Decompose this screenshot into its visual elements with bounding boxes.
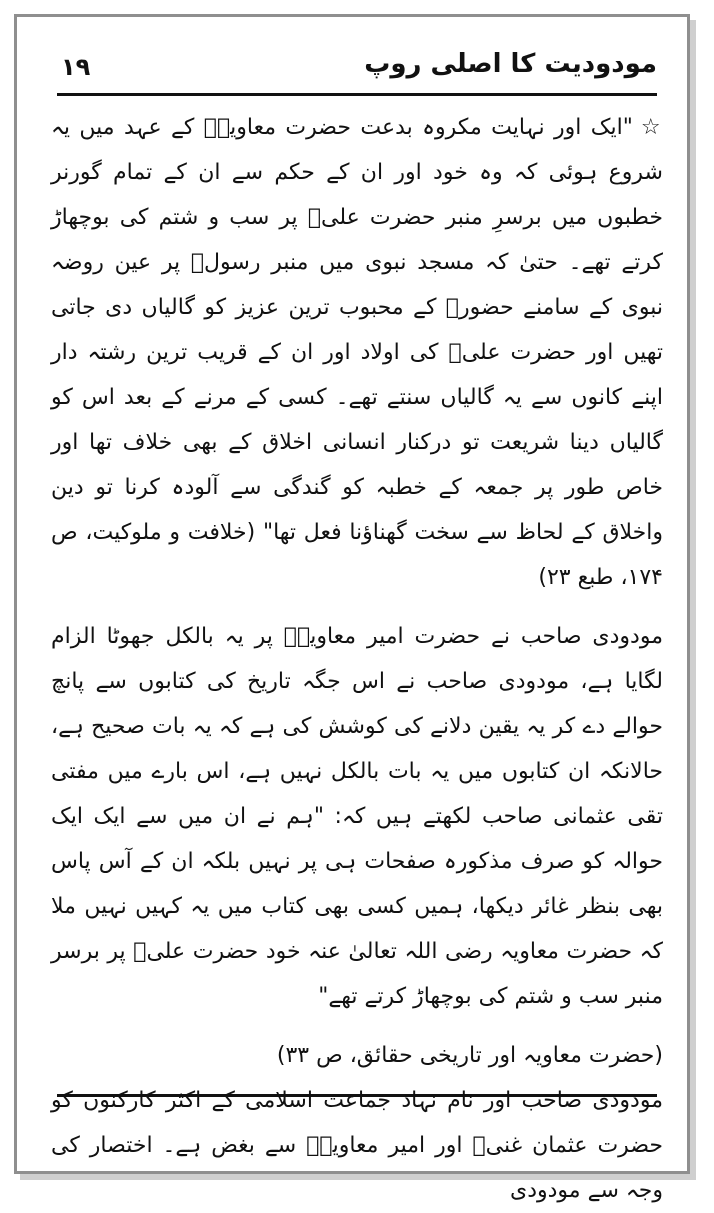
book-page bbox=[14, 14, 690, 1203]
paragraph-citation bbox=[51, 1033, 663, 1078]
running-title: مودودیت کا اصلی روپ bbox=[364, 49, 657, 79]
paragraph-rebuttal bbox=[51, 614, 663, 1019]
paragraph-text: مودودی صاحب نے حضرت امیر معاویہؓ پر یہ بالکل جھوٹا الزام لگایا ہے، مودودی صاحب نے اس جگہ تاریخ کی کتابوں سے پانچ حوالے دے کر یہ یقین دلانے کی کوشش کی ہے کہ یہ بات صحیح ہے، حالانکہ ان کتابوں میں یہ بات بالکل نہیں ہے، اس بارے میں مفتی تقی عثمانی صاحب لکھتے ہیں کہ: "ہم نے ان میں سے ایک ایک حوالہ کو صرف مذکورہ صفحات ہی پر نہیں بلکہ ان کے آس پاس بھی بنظر غائر دیکھا، ہمیں کسی بھی کتاب میں یہ کہیں نہیں ملا کہ حضرت معاویہ رضی اللہ تعالیٰ عنہ خود حضرت علیؓ پر برسر منبر سب و شتم کی بوچھاڑ کرتے تھے" bbox=[51, 624, 663, 1009]
paragraph-text: مودودی صاحب اور نام نہاد جماعت اسلامی کے اکثر کارکنوں کو حضرت عثمان غنیؓ اور امیر معاویہؓ سے بغض ہے۔ اختصار کی وجہ سے مودودی bbox=[51, 1088, 663, 1203]
star-marker: ☆ bbox=[640, 115, 663, 140]
page-body bbox=[51, 105, 663, 1213]
page-header bbox=[57, 47, 657, 96]
page-number: ١٩ bbox=[61, 53, 91, 81]
paragraph-quote bbox=[51, 105, 663, 600]
footer-rule bbox=[57, 1094, 657, 1097]
paragraph-text: "ایک اور نہایت مکروہ بدعت حضرت معاویہؓ کے عہد میں یہ شروع ہوئی کہ وہ خود اور ان کے حکم سے ان کے تمام گورنر خطبوں میں برسرِ منبر حضرت علیؓ پر سب و شتم کی بوچھاڑ کرتے تھے۔ حتیٰ کہ مسجد نبوی میں منبر رسولؐ پر عین روضہ نبوی کے سامنے حضورؐ کے محبوب ترین عزیز کو گالیاں دی جاتی تھیں اور حضرت علیؓ کی اولاد اور ان کے قریب ترین رشتہ دار اپنے کانوں سے یہ گالیاں سنتے تھے۔ کسی کے مرنے کے بعد اس کو گالیاں دینا شریعت تو درکنار انسانی اخلاق کے بھی خلاف تھا اور خاص طور پر جمعہ کے خطبہ کو گندگی سے آلودہ کرنا تو دین واخلاق کے لحاظ سے سخت گھناؤنا فعل تھا" (خلافت و ملوکیت، ص ۱۷۴، طبع ۲۳) bbox=[51, 115, 663, 590]
paragraph-text: (حضرت معاویہ اور تاریخی حقائق، ص ۳۳) bbox=[276, 1043, 663, 1068]
paragraph-closing bbox=[51, 1078, 663, 1213]
